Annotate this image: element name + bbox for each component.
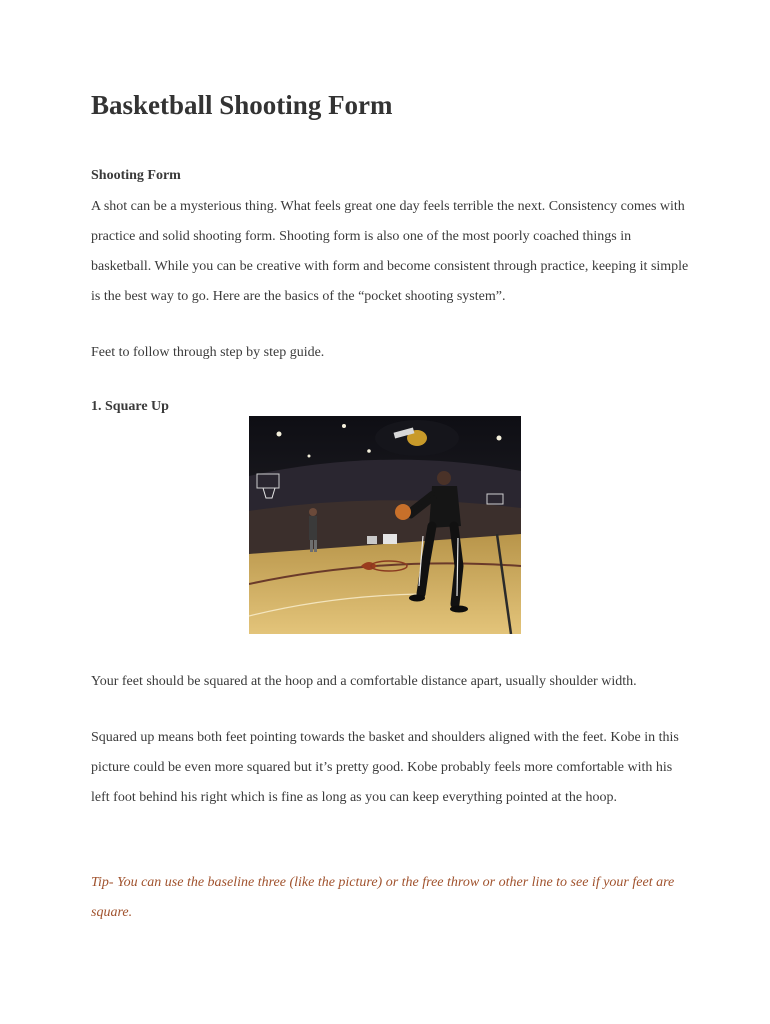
step1-paragraph-squared: Squared up means both feet pointing towards the basket and shoulders aligned with the feet. Kobe in this picture could be even more squared but it’s pretty good. Kobe probably feels more comfortable with his left foot behind his right which is fine as long as you can keep everything pointed at the hoop. [91, 730, 679, 805]
guide-intro: Feet to follow through step by step guide. [91, 345, 325, 360]
square-up-photo [249, 416, 521, 634]
step1-paragraph-feet: Your feet should be squared at the hoop and a comfortable distance apart, usually shoulder width. [91, 674, 637, 689]
step-heading-square-up: 1. Square Up [91, 399, 169, 414]
tip-note: Tip- You can use the baseline three (like the picture) or the free throw or other line to see if your feet are square. [91, 875, 675, 920]
document-title: Basketball Shooting Form [91, 90, 393, 120]
section-heading: Shooting Form [91, 168, 181, 183]
intro-paragraph: A shot can be a mysterious thing. What feels great one day feels terrible the next. Consistency comes with practice and solid shooting form. Shooting form is also one of the most poorly coached things in basketball. While you can be creative with form and become consistent through practice, keeping it simple is the best way to go. Here are the basics of the “pocket shooting system”. [91, 199, 689, 304]
